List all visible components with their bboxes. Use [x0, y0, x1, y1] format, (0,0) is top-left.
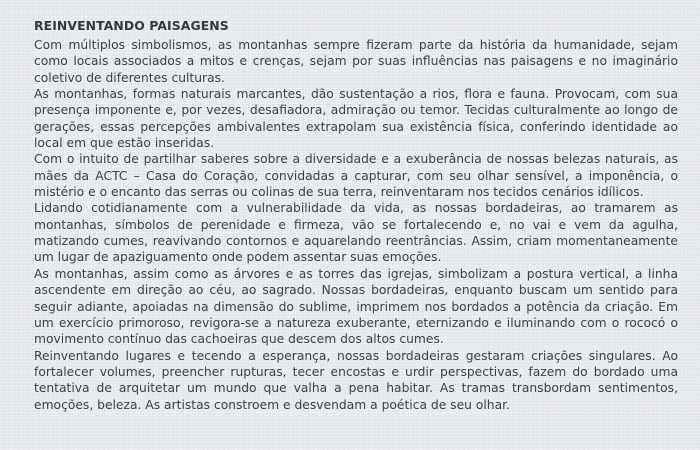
paragraph-6: Reinventando lugares e tecendo a esperança, nossas bordadeiras gestaram criações singulares. Ao fortalecer volumes, preencher rupturas, tecer encostas e urdir perspectivas, fazem do bordado uma tentativa de arquitetar um mundo que valha a pena habitar. As tramas transbordam sentimentos, emoções, beleza. As artistas constroem e desvendam a poética de seu olhar. — [34, 348, 678, 412]
paragraph-1: Com múltiplos simbolismos, as montanhas sempre fizeram parte da história da humanidade, sejam como locais associados a mitos e crenças, sejam por suas influências nas paisagens e no imaginário coletivo de diferentes culturas. — [34, 38, 678, 85]
article-title: REINVENTANDO PAISAGENS — [34, 18, 229, 33]
paragraph-3: Com o intuito de partilhar saberes sobre a diversidade e a exuberância de nossas belezas naturais, as mães da ACTC – Casa do Coração, convidadas a capturar, com seu olhar sensível, a imponência, o mistério e o encanto das serras ou colinas de sua terra, reinventaram nos tecidos cenários idílicos. — [34, 152, 678, 200]
paragraph-4: Lidando cotidianamente com a vulnerabilidade da vida, as nossas bordadeiras, ao tramarem as montanhas, símbolos de perenidade e firmeza, vão se fortalecendo e, no vai e vem da agulha, matizando cumes, reavivando contornos e aquarelando reentrâncias. Assim, criam momentaneamente um lugar de apaziguamento onde podem assentar suas emoções. — [34, 201, 678, 265]
paragraph-5: As montanhas, assim como as árvores e as torres das igrejas, simbolizam a postura vertical, a linha ascendente em direção ao céu, ao sagrado. Nossas bordadeiras, enquanto buscam um sentido para seguir adiante, apoiadas na dimensão do sublime, imprimem nos bordados a potência da criação. Em um exercício primoroso, revigora-se a natureza exuberante, eternizando e iluminando com o rococó o movimento contínuo das cachoeiras que descem dos altos cumes. — [34, 266, 678, 347]
paragraph-2: As montanhas, formas naturais marcantes, dão sustentação a rios, flora e fauna. Provocam, com sua presença imponente e, por vezes, desafiadora, admiração ou temor. Tecidas culturalmente ao longo de gerações, essas percepções ambivalentes extrapolam sua existência física, conferindo identidade ao local em que estão inseridas. — [34, 87, 678, 151]
